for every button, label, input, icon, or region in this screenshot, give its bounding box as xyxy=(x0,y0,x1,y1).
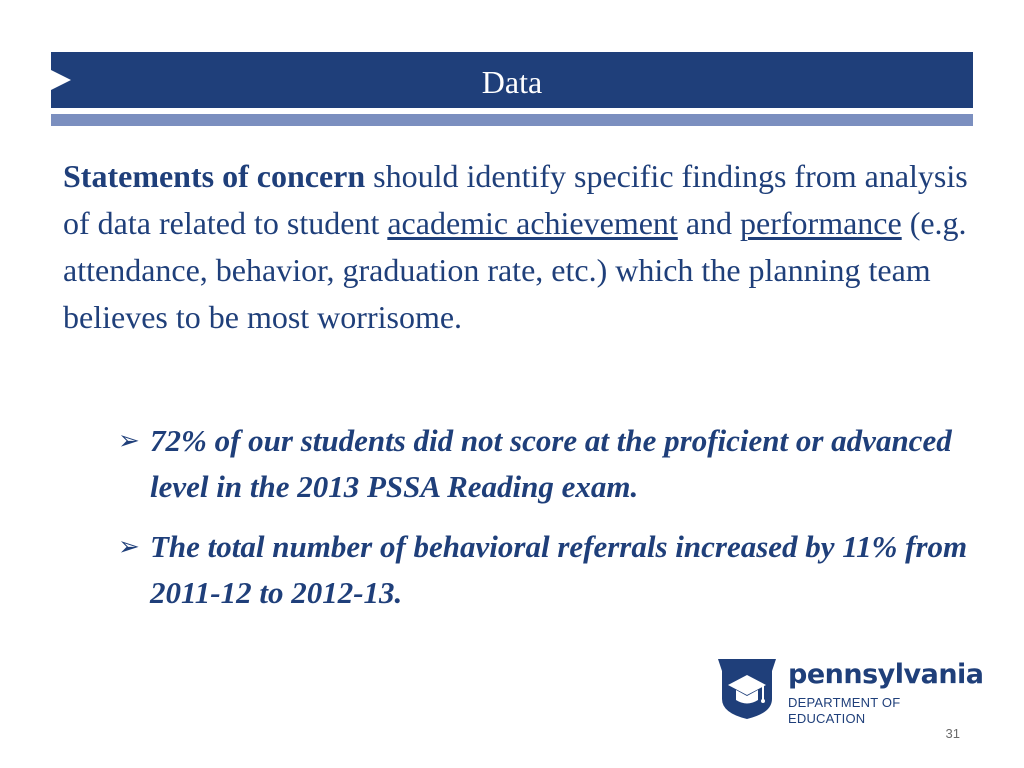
bullet-item xyxy=(118,524,978,616)
body-text-segment-2: and xyxy=(677,205,741,241)
bullet-text: The total number of behavioral referrals increased by 11% from 2011-12 to 2012-13. xyxy=(150,529,968,610)
title-divider xyxy=(51,114,973,126)
slide-title: Data xyxy=(481,64,543,100)
keystone-graduation-cap-icon xyxy=(716,655,778,721)
logo-subtitle: DEPARTMENT OF EDUCATION xyxy=(788,695,901,726)
pennsylvania-education-logo xyxy=(716,655,984,726)
title-bar xyxy=(51,52,973,108)
arrow-bullet-icon: ➢ xyxy=(118,426,140,456)
underlined-term-performance: performance xyxy=(740,205,902,241)
arrow-bullet-icon: ➢ xyxy=(118,532,140,562)
body-text-segment-1: should identify specific findings from analysis of data related to student xyxy=(63,158,968,241)
bullet-item xyxy=(118,418,978,510)
underlined-term-academic-achievement: academic achievement xyxy=(387,205,678,241)
body-text-segment-3: (e.g. attendance, behavior, graduation rate, etc.) which the planning team believes to be most worrisome. xyxy=(63,205,967,335)
example-bullet-list xyxy=(118,418,978,630)
bullet-text: 72% of our students did not score at the proficient or advanced level in the 2013 PSSA Reading exam. xyxy=(150,423,952,504)
body-paragraph xyxy=(63,153,973,341)
page-number: 31 xyxy=(945,726,960,741)
logo-wordmark: pennsylvania xyxy=(788,659,984,690)
lead-phrase: Statements of concern xyxy=(63,158,366,194)
